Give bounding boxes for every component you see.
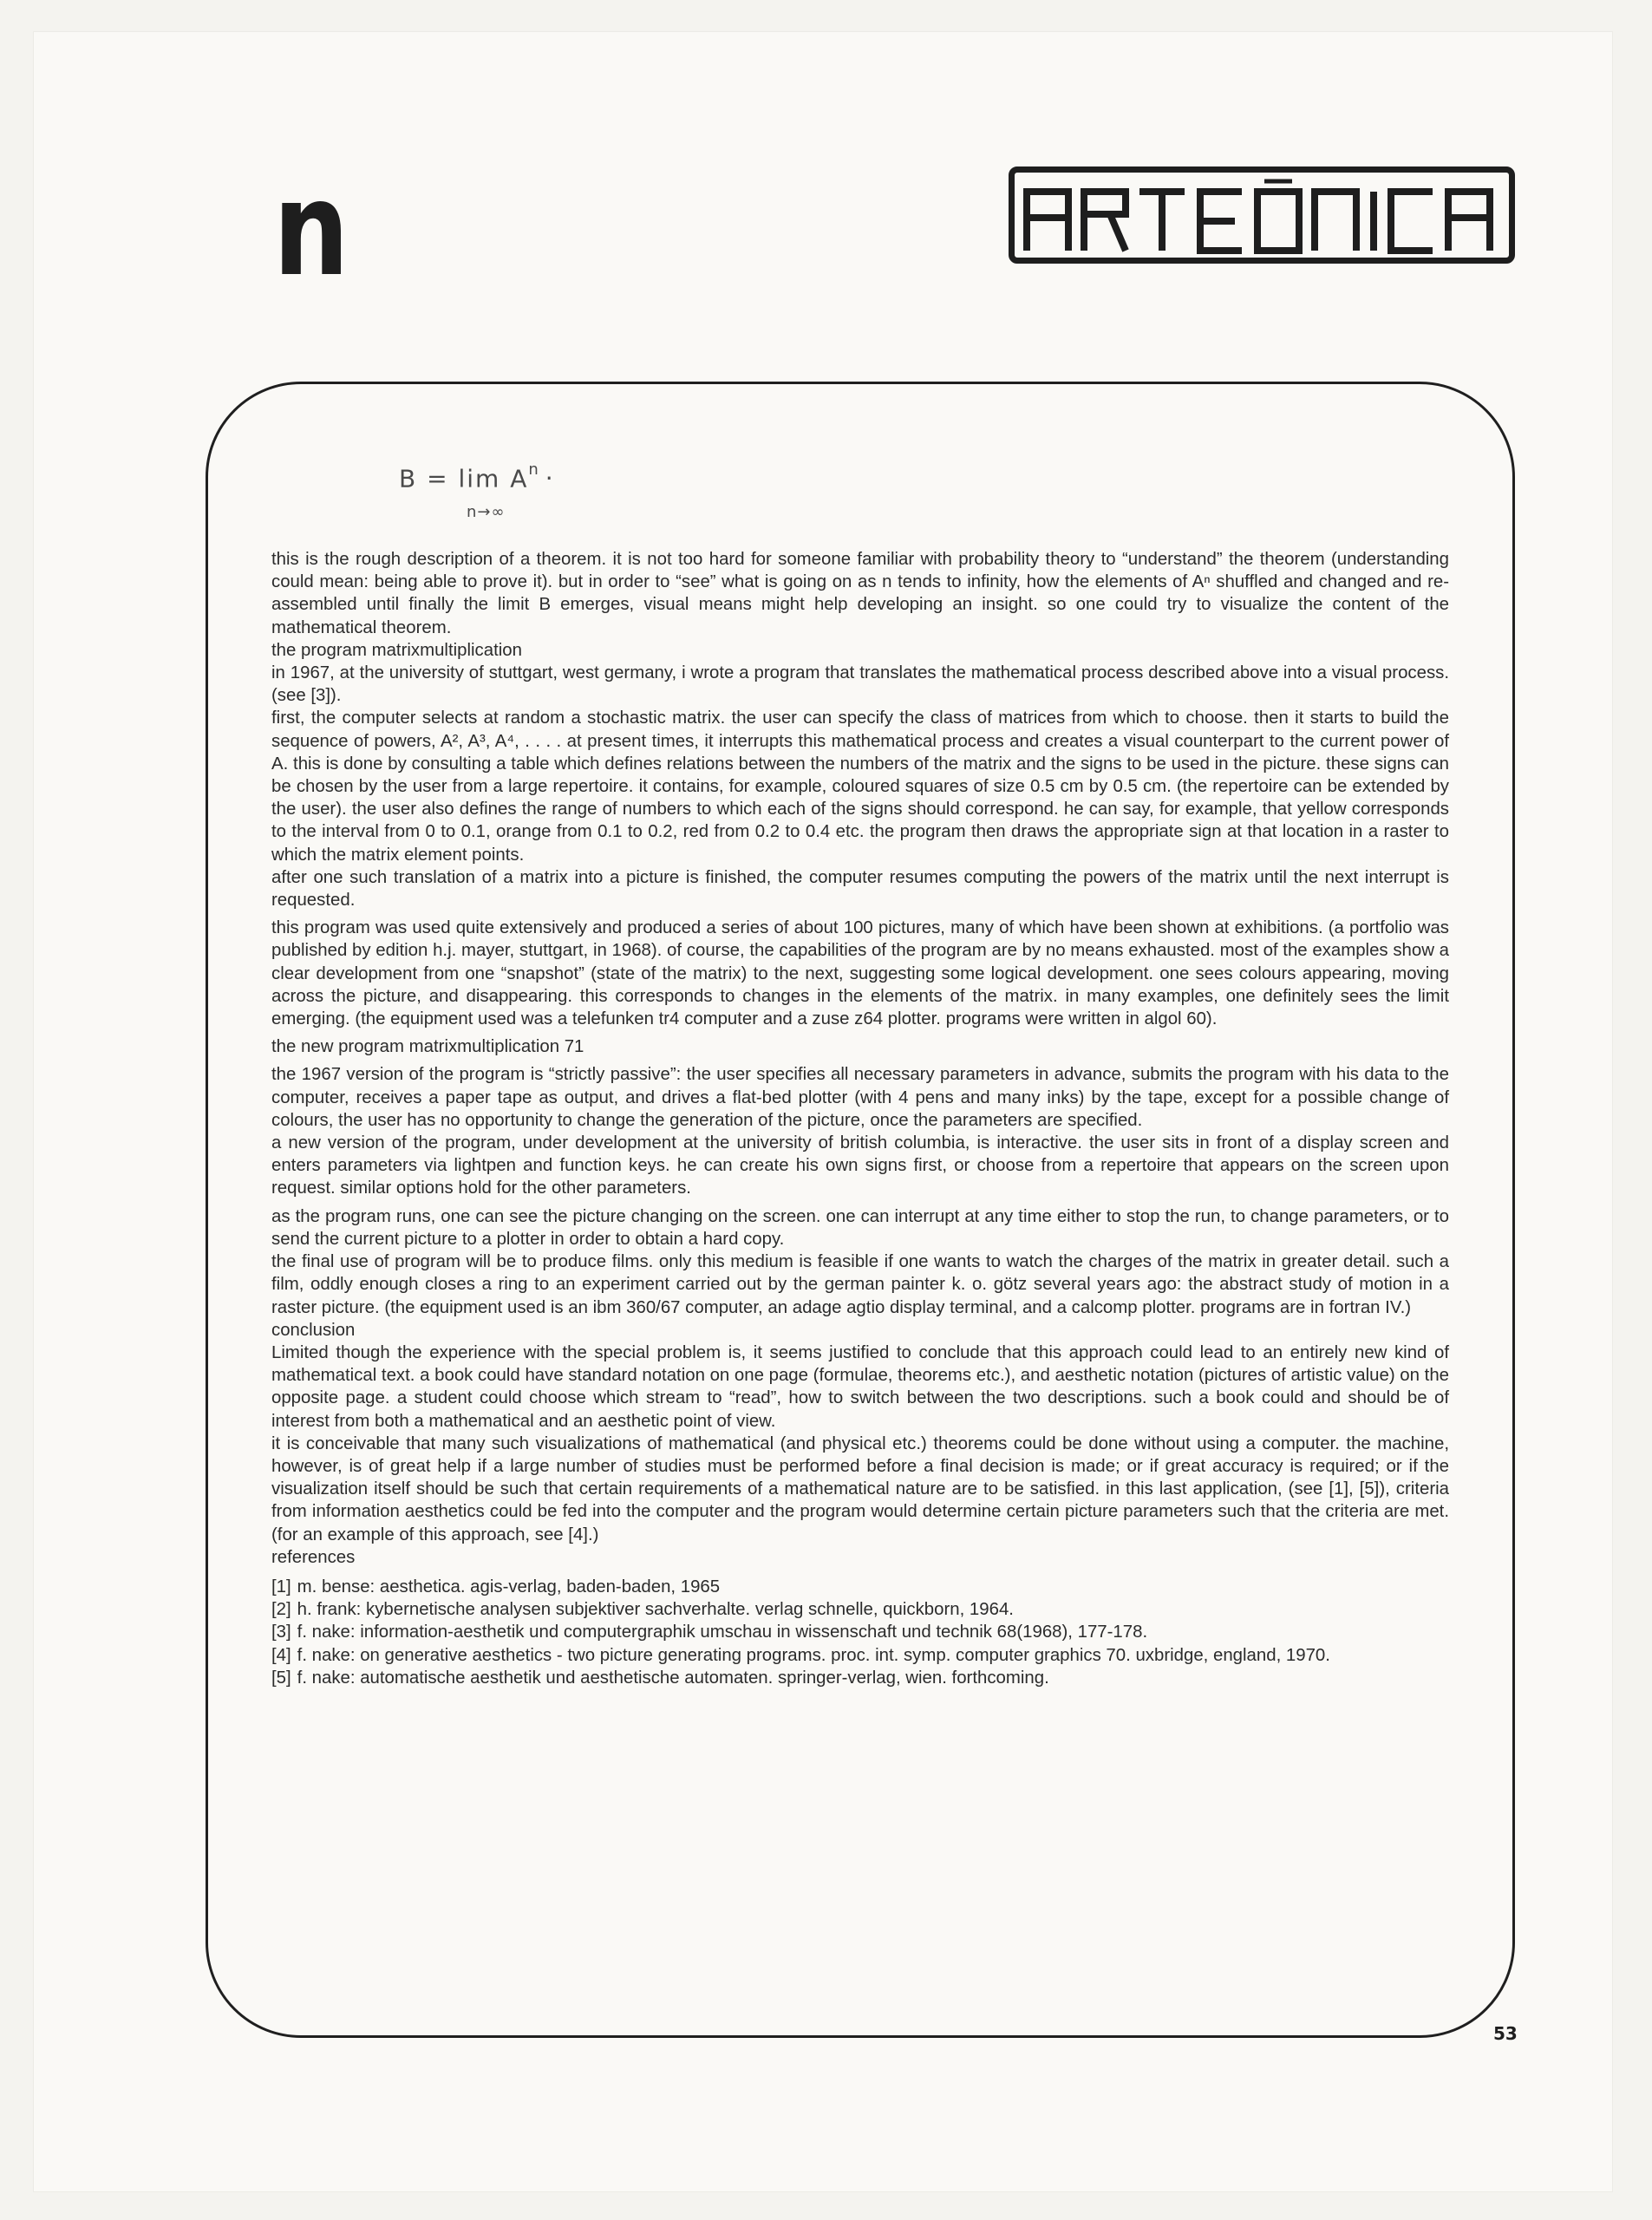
paragraph: as the program runs, one can see the picture changing on the screen. one can interrupt at any time either to stop the run, to change parameters, or to send the current picture to a plotter in order to obtain a hard copy. (271, 1206, 1449, 1249)
formula-subscript: n→∞ (467, 503, 506, 521)
paragraph: this program was used quite extensively and produced a series of about 100 pictures, many of which have been shown at exhibitions. (a portfolio was published by edition h.j. mayer, stuttgart, in 1968). of course, the capabilities of the program are by no means exhausted. most of the examples show a clear development from one “snapshot” (state of the matrix) to the next, suggesting some logical development. one sees colours appearing, moving across the picture, and disappearing. this corresponds to changes in the elements of the matrix. in many examples, one definitely sees the limit emerging. (the equipment used was a telefunken tr4 computer and a zuse z64 plotter. programs were written in algol 60). (271, 918, 1449, 1029)
reference-item: [2] h. frank: kybernetische analysen subjektiver sachverhalte. verlag schnelle, quickborn, 1964. (271, 1600, 1014, 1620)
page-number: 53 (1493, 2023, 1518, 2044)
heading-new-program: the new program matrixmultiplication 71 (271, 1037, 584, 1057)
paragraph: it is conceivable that many such visualizations of mathematical (and physical etc.) theorems could be done without using a computer. the machine, however, is of great help if a large number of studies must be performed before a final decision is made; or if great accuracy is required; or if the visualization itself should be such that certain requirements of a mathematical nature are to be satisfied. in this last application, (see [1], [5]), criteria from information aesthetics could be fed into the computer and the program would determine certain picture parameters such that the criteria are met. (for an example of this approach, see [4].) (271, 1433, 1449, 1544)
logo-graphic (1015, 173, 1509, 258)
formula-main: B = lim A (399, 464, 529, 493)
paragraph: after one such translation of a matrix into a picture is finished, the computer resumes computing the powers of the matrix until the next interrupt is requested. (271, 867, 1449, 911)
paragraph: in 1967, at the university of stuttgart, west germany, i wrote a program that translates the mathematical process described above into a visual process. (see [3]). (271, 663, 1449, 706)
article-body (271, 548, 1449, 1689)
reference-item: [3] f. nake: information-aesthetik und computergraphik umschau in wissenschaft und technik 68(1968), 177-178. (271, 1623, 1148, 1642)
reference-item: [5] f. nake: automatische aesthetik und aesthetische automaten. springer-verlag, wien. forthcoming. (271, 1668, 1049, 1688)
reference-list (271, 1576, 1449, 1689)
paragraph: first, the computer selects at random a stochastic matrix. the user can specify the class of matrices from which to choose. then it starts to build the sequence of powers, A², A³, A⁴, . . . . at present times, it interrupts this mathematical process and creates a visual counterpart to the current power of A. this is done by consulting a table which defines relations between the numbers of the matrix and the signs to be used in the picture. these signs can be chosen by the user from a large repertoire. it contains, for example, coloured squares of size 0.5 cm by 0.5 cm. (the repertoire can be extended by the user). the user also defines the range of numbers to which each of the signs should correspond. he can say, for example, that yellow corresponds to the interval from 0 to 0.1, orange from 0.1 to 0.2, red from 0.2 to 0.4 etc. the program then draws the appropriate sign at that location in a raster to which the matrix element points. (271, 708, 1449, 865)
heading-program: the program matrixmultiplication (271, 640, 522, 660)
heading-conclusion: conclusion (271, 1320, 356, 1340)
formula-dot: · (545, 464, 555, 493)
reference-item: [4] f. nake: on generative aesthetics - two picture generating programs. proc. int. symp. computer graphics 70. uxbridge, england, 1970. (271, 1645, 1330, 1665)
heading-references: references (271, 1547, 356, 1567)
arteonica-logo (1009, 166, 1515, 264)
paragraph: this is the rough description of a theorem. it is not too hard for someone familiar with probability theory to “understand” the theorem (understanding could mean: being able to prove it). but in order to “see” what is going on as n tends to infinity, how the elements of Aⁿ shuffled and changed and re-assembled until finally the limit B emerges, visual means might help developing an insight. so one could try to visualize the content of the mathematical theorem. (271, 550, 1449, 637)
reference-item: [1] m. bense: aesthetica. agis-verlag, baden-baden, 1965 (271, 1577, 721, 1596)
paragraph: Limited though the experience with the special problem is, it seems justified to conclude that this approach could lead to an entirely new kind of mathematical text. a book could have standard notation on one page (formulae, theorems etc.), and aesthetic notation (pictures of artistic value) on the opposite page. a student could choose which stream to “read”, how to switch between the two descriptions. such a book could and should be of interest from both a mathematical and an aesthetic point of view. (271, 1342, 1449, 1431)
formula-exponent: n (528, 460, 540, 479)
section-letter: n (273, 154, 345, 305)
paragraph: the final use of program will be to produce films. only this medium is feasible if one wants to watch the charges of the matrix in greater detail. such a film, oddly enough closes a ring to an experiment carried out by the german painter k. o. götz several years ago: the abstract study of motion in a raster picture. (the equipment used is an ibm 360/67 computer, an adage agtio display terminal, and a calcomp plotter. programs are in fortran IV.) (271, 1252, 1449, 1317)
paragraph: the 1967 version of the program is “strictly passive”: the user specifies all necessary parameters in advance, submits the program with his data to the computer, receives a paper tape as output, and drives a flat-bed plotter (with 4 pens and many inks) by the tape, except for a possible change of colours, the user has no opportunity to change the generation of the picture, once the parameters are specified. (271, 1065, 1449, 1130)
theorem-formula (399, 460, 555, 493)
paragraph: a new version of the program, under development at the university of british columbia, is interactive. the user sits in front of a display screen and enters parameters via lightpen and function keys. he can create his own signs first, or choose from a repertoire that appears on the screen upon request. similar options hold for the other parameters. (271, 1133, 1449, 1198)
